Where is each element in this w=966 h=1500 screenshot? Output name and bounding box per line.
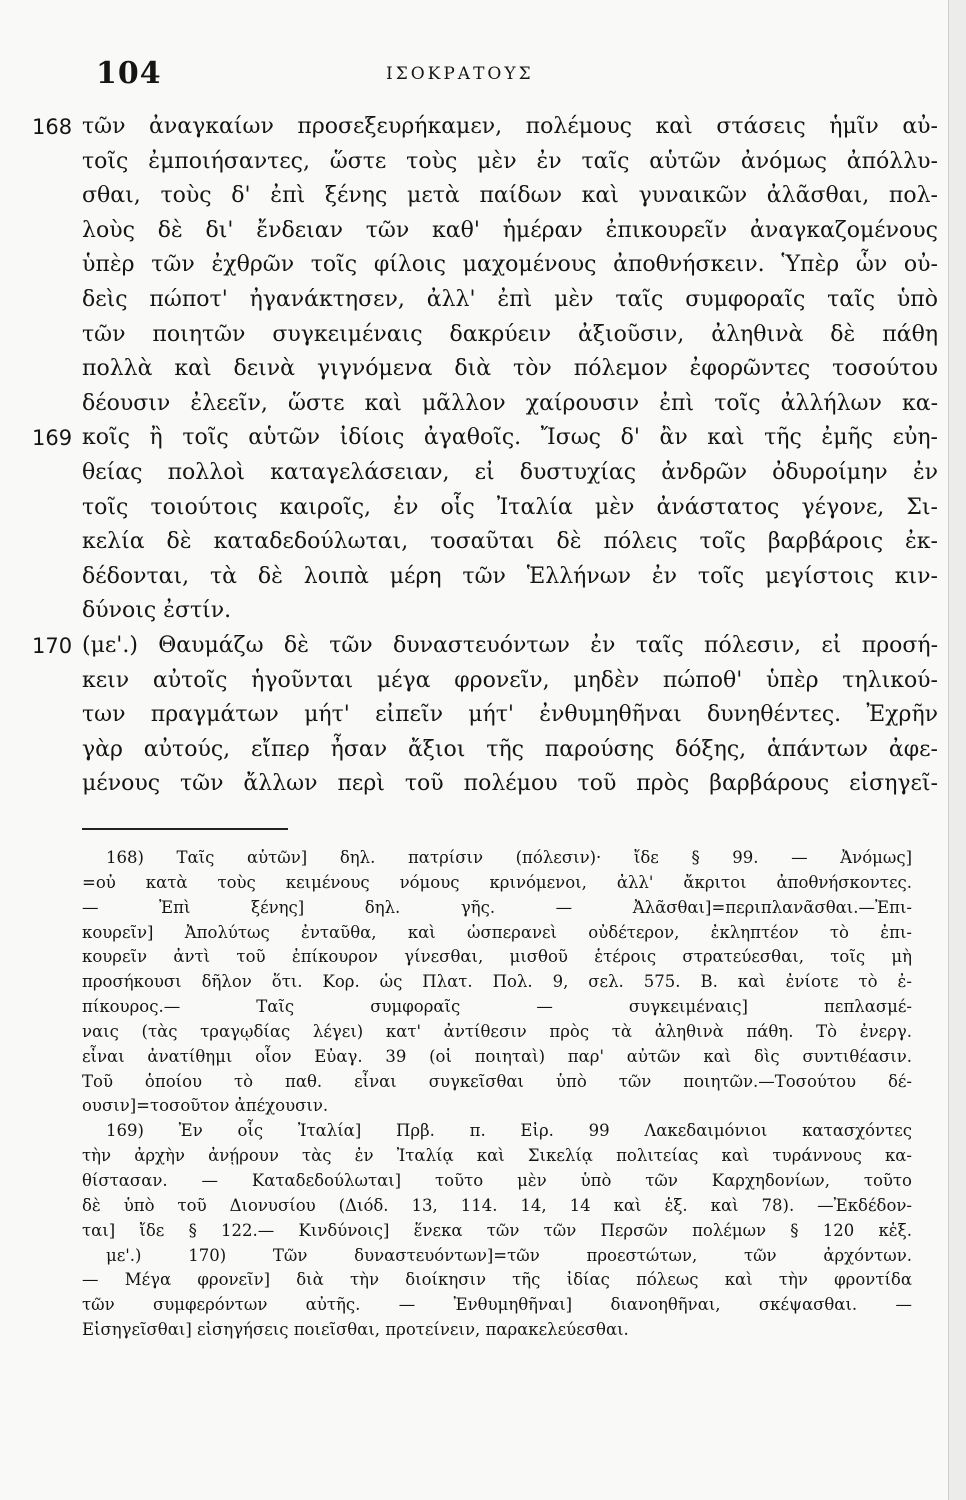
main-text-line-content: τοῖς τοιούτοις καιροῖς, ἐν οἷς Ἰταλία μὲν ἀνάστατος γέγονε, Σι- (82, 494, 938, 520)
footnote-line: — Ἐπὶ ξένης] δηλ. γῆς. — Ἀλᾶσθαι]=περιπλανᾶσθαι.—Ἐπι- (82, 897, 912, 917)
main-text-line (32, 560, 938, 595)
main-text-line (32, 698, 938, 733)
footnote-line: προσήκουσι δῆλον ὅτι. Κορ. ὡς Πλατ. Πολ. 9, σελ. 575. Β. καὶ ἐνίοτε τὸ ἐ- (82, 972, 912, 992)
main-text-line-content: τῶν ποιητῶν συγκειμέναις δακρύειν ἀξιοῦσιν, ἀληθινὰ δὲ πάθη (82, 321, 938, 347)
main-text-line-content: ὑπὲρ τῶν ἐχθρῶν τοῖς φίλοις μαχομένους ἀποθνήσκειν. Ὑπὲρ ὧν οὐ- (82, 252, 938, 278)
main-text-line (32, 594, 912, 629)
footnote-line: πίκουρος.— Ταῖς συμφοραῖς — συγκειμέναις] πεπλασμέ- (82, 997, 912, 1017)
main-text-line-content: λοὺς δὲ δι' ἔνδειαν τῶν καθ' ἡμέραν ἐπικουρεῖν ἀναγκαζομένους (82, 217, 938, 243)
main-text-line (32, 248, 938, 283)
main-text-line-content: θείας πολλοὶ καταγελάσειαν, εἰ δυστυχίας ἀνδρῶν ὀδυροίμην ἐν (82, 459, 938, 485)
main-text-line-content: δεὶς πώποτ' ἠγανάκτησεν, ἀλλ' ἐπὶ μὲν ταῖς συμφοραῖς ταῖς ὑπὸ (82, 286, 938, 312)
footnote-line: τὴν ἀρχὴν ἀνῄρουν τὰς ἐν Ἰταλίᾳ καὶ Σικελίᾳ πολιτείας καὶ τυράννους κα- (82, 1146, 912, 1166)
footnote-line: θίστασαν. — Καταδεδούλωται] τοῦτο μὲν ὑπὸ τῶν Καρχηδονίων, τοῦτο (82, 1170, 912, 1190)
footnote-line: 169) Ἐν οἷς Ἰταλία] Πρβ. π. Εἰρ. 99 Λακεδαιμόνιοι κατασχόντες (106, 1121, 912, 1141)
main-text-line (32, 491, 938, 526)
footnote-separator-rule (82, 828, 288, 830)
main-text-line-content: δέδονται, τὰ δὲ λοιπὰ μέρη τῶν Ἑλλήνων ἐν τοῖς μεγίστοις κιν- (82, 563, 938, 589)
footnote-line: ται] ἴδε § 122.— Κινδύνοις] ἕνεκα τῶν τῶν Περσῶν πολέμων § 120 κἑξ. (82, 1220, 912, 1240)
footnote-line: κουρεῖν] Ἀπολύτως ἐνταῦθα, καὶ ὡσπερανεὶ οὐδέτερον, ἐκληπτέον τὸ ἐπι- (82, 922, 912, 942)
main-text-line (32, 387, 938, 422)
main-text-line (32, 733, 938, 768)
main-text-line-content: των πραγμάτων μήτ' εἰπεῖν μήτ' ἐνθυμηθῆναι δυνηθέντες. Ἐχρῆν (82, 702, 938, 728)
main-text-line-content: δέουσιν ἐλεεῖν, ὥστε καὶ μᾶλλον χαίρουσιν ἐπὶ τοῖς ἀλλήλων κα- (82, 390, 938, 416)
facing-page-edge (948, 0, 966, 1500)
main-text-line-content: δύνοις ἐστίν. (82, 598, 232, 624)
main-text-line (32, 179, 938, 214)
footnote-line: — Μέγα φρονεῖν] διὰ τὴν διοίκησιν τῆς ἰδίας πόλεως καὶ τὴν φροντίδα (82, 1270, 912, 1290)
main-text-line (32, 456, 938, 491)
main-text-line-content: γὰρ αὐτούς, εἴπερ ἦσαν ἄξιοι τῆς παρούσης δόξης, ἁπάντων ἀφε- (82, 736, 938, 762)
main-text-line (32, 525, 938, 560)
main-text-line (32, 145, 938, 180)
footnotes-block (82, 846, 912, 1343)
footnote-line: ουσιν]=τοσοῦτον ἀπέχουσιν. (82, 1096, 329, 1116)
main-text-line (32, 664, 938, 699)
footnote-line: εἶναι ἀνατίθημι οἷον Εὐαγ. 39 (οἱ ποιηταὶ) παρ' αὐτῶν καὶ δὶς συντιθέασιν. (82, 1046, 912, 1066)
footnote-line: ναις (τὰς τραγῳδίας λέγει) κατ' ἀντίθεσιν πρὸς τὰ ἀληθινὰ πάθη. Τὸ ἐνεργ. (82, 1021, 912, 1041)
main-text-line (32, 421, 938, 456)
section-number: 170 (32, 633, 73, 658)
footnote-line: 168) Ταῖς αὑτῶν] δηλ. πατρίσιν (πόλεσιν)· ἴδε § 99. — Ἀνόμως] (106, 848, 912, 867)
page-header (96, 56, 922, 96)
running-head: ΙΣΟΚΡΑΤΟΥΣ (386, 64, 534, 84)
main-text-line-content: σθαι, τοὺς δ' ἐπὶ ξένης μετὰ παίδων καὶ γυναικῶν ἀλᾶσθαι, πολ- (82, 183, 938, 209)
main-text-line-content: μένους τῶν ἄλλων περὶ τοῦ πολέμου τοῦ πρὸς βαρβάρους εἰσηγεῖ- (82, 771, 938, 797)
main-text-line-content: πολλὰ καὶ δεινὰ γιγνόμενα διὰ τὸν πόλεμον ἐφορῶντες τοσούτου (82, 356, 938, 382)
main-text-line (32, 629, 938, 664)
footnote-line: τῶν συμφερόντων αὐτῆς. — Ἐνθυμηθῆναι] διανοηθῆναι, σκέψασθαι. — (82, 1295, 912, 1315)
main-text-line (32, 767, 938, 802)
footnote-line: με'.) 170) Τῶν δυναστευόντων]=τῶν προεστώτων, τῶν ἀρχόντων. (106, 1245, 912, 1265)
main-text-line (32, 214, 938, 249)
footnote-line: Τοῦ ὁποίου τὸ παθ. εἶναι συγκεῖσθαι ὑπὸ τῶν ποιητῶν.—Τοσούτου δέ- (82, 1071, 912, 1091)
main-text-line-content: κελία δὲ καταδεδούλωται, τοσαῦται δὲ πόλεις τοῖς βαρβάροις ἐκ- (82, 529, 938, 555)
main-text-line (32, 110, 938, 145)
section-number: 168 (32, 115, 73, 139)
main-text-line (32, 318, 938, 353)
main-text-line-content: τοῖς ἐμποιήσαντες, ὥστε τοὺς μὲν ἐν ταῖς αὑτῶν ἀνόμως ἀπόλλυ- (82, 148, 938, 174)
main-text-line-content: (με'.) Θαυμάζω δὲ τῶν δυναστευόντων ἐν ταῖς πόλεσιν, εἰ προσή- (82, 632, 938, 658)
main-text-block (32, 110, 938, 802)
main-text-line-content: τῶν ἀναγκαίων προσεξευρήκαμεν, πολέμους καὶ στάσεις ἡμῖν αὐ- (82, 114, 938, 139)
main-text-line (32, 283, 938, 318)
main-text-line (32, 352, 938, 387)
page-number: 104 (96, 56, 162, 91)
footnote-line: Εἰσηγεῖσθαι] εἰσηγήσεις ποιεῖσθαι, προτείνειν, παρακελεύεσθαι. (82, 1320, 629, 1340)
footnote-line: δὲ ὑπὸ τοῦ Διονυσίου (Διόδ. 13, 114. 14, 14 καὶ ἑξ. καὶ 78). —Ἐκδέδον- (82, 1195, 912, 1215)
main-text-line-content: κοῖς ἢ τοῖς αὑτῶν ἰδίοις ἀγαθοῖς. Ἴσως δ' ἂν καὶ τῆς ἐμῆς εὐη- (82, 425, 938, 451)
footnote-line: κουρεῖν ἀντὶ τοῦ ἐπίκουρον γίνεσθαι, μισθοῦ ἑτέροις στρατεύεσθαι, τοῖς μὴ (82, 947, 912, 967)
footnote-line: =οὐ κατὰ τοὺς κειμένους νόμους κρινόμενοι, ἀλλ' ἄκριτοι ἀποθνήσκοντες. (82, 872, 912, 892)
section-number: 169 (32, 426, 73, 451)
main-text-line-content: κειν αὐτοῖς ἡγοῦνται μέγα φρονεῖν, μηδὲν πώποθ' ὑπὲρ τηλικού- (82, 667, 938, 693)
